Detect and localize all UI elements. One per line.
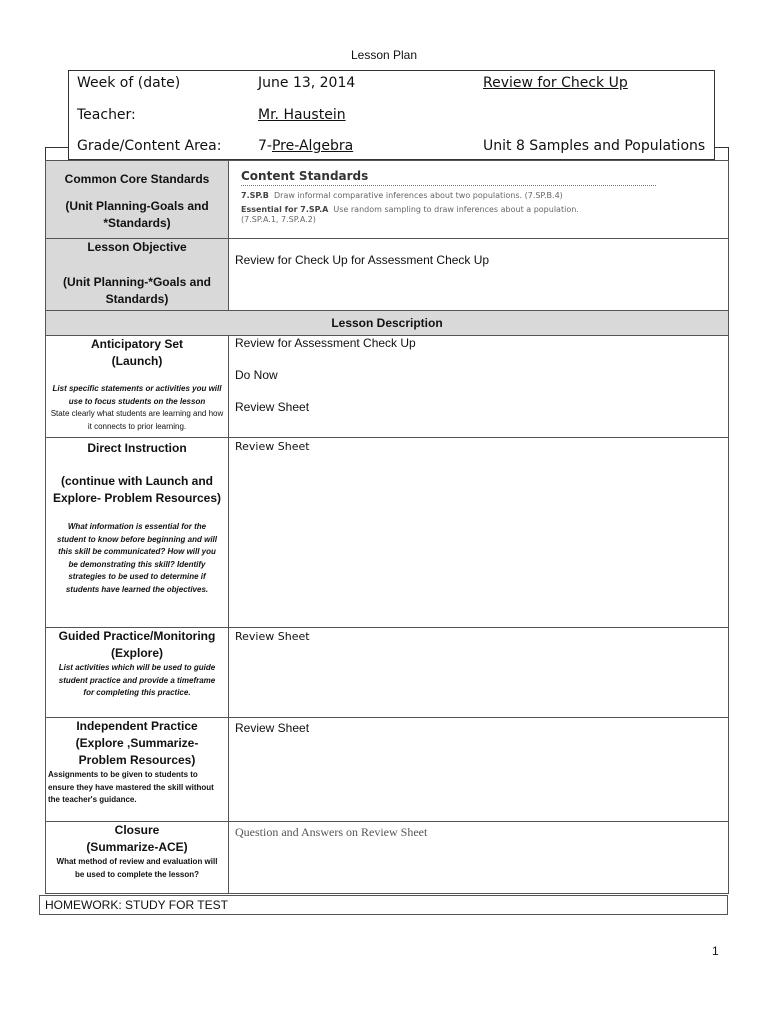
standards-row <box>46 161 729 239</box>
direct-label-cell <box>46 438 229 628</box>
standard-1 <box>241 191 728 201</box>
border-tick-right <box>715 147 729 148</box>
closure-row <box>46 822 729 894</box>
content-standards-title: Content Standards <box>241 169 656 186</box>
unit-value: Unit 8 Samples and Populations <box>483 138 706 154</box>
anticipatory-sublabel: (Launch) <box>111 354 163 368</box>
direct-note: What information is essential for the student to know before beginning and will this skill be communicated? How will you be demonstrating this skill? Identify strategies to be used to determine if students have learned the objectives. <box>57 522 217 594</box>
anticipatory-line-2: Do Now <box>235 368 278 382</box>
grade-prefix: 7- <box>258 138 272 154</box>
teacher-value: Mr. Haustein <box>258 107 346 123</box>
objective-label: Lesson Objective <box>87 240 187 254</box>
independent-value: Review Sheet <box>229 718 729 822</box>
closure-label-cell <box>46 822 229 894</box>
anticipatory-row <box>46 336 729 438</box>
independent-row <box>46 718 729 822</box>
standard-2-text: Use random sampling to draw inferences about a population. <box>333 205 579 214</box>
standards-sublabel: (Unit Planning-Goals and *Standards) <box>65 199 209 230</box>
independent-sublabel: (Explore ,Summarize- Problem Resources) <box>75 736 199 767</box>
topic-link[interactable]: Review for Check Up <box>483 75 628 91</box>
direct-value: Review Sheet <box>229 438 729 628</box>
direct-label: Direct Instruction <box>87 441 187 455</box>
standards-label: Common Core Standards <box>64 172 210 186</box>
standard-1-text: Draw informal comparative inferences about two populations. (7.SP.B.4) <box>274 191 563 200</box>
closure-note: What method of review and evaluation will be used to complete the lesson? <box>56 857 218 879</box>
homework-row: HOMEWORK: STUDY FOR TEST <box>39 895 728 915</box>
guided-value: Review Sheet <box>229 628 729 718</box>
guided-row <box>46 628 729 718</box>
week-value: June 13, 2014 <box>258 75 356 91</box>
standard-2-code: Essential for 7.SP.A <box>241 205 329 214</box>
guided-note: List activities which will be used to guide student practice and provide a timeframe for completing this practice. <box>58 663 216 697</box>
closure-value: Question and Answers on Review Sheet <box>229 822 729 894</box>
document-title: Lesson Plan <box>350 48 418 62</box>
lesson-plan-table <box>45 160 729 894</box>
border-tick-right-vertical <box>728 147 729 161</box>
anticipatory-line-1: Review for Assessment Check Up <box>235 336 416 350</box>
border-tick-left-vertical <box>45 147 46 161</box>
closure-label: Closure <box>114 823 160 837</box>
anticipatory-label: Anticipatory Set <box>90 337 183 351</box>
independent-note: Assignments to be given to students to ensure they have mastered the skill without the teacher's guidance. <box>48 770 214 804</box>
standard-2 <box>241 205 728 215</box>
independent-label: Independent Practice <box>76 719 198 733</box>
guided-sublabel: (Explore) <box>110 646 163 660</box>
direct-sublabel: (continue with Launch and Explore- Problem Resources) <box>52 474 222 505</box>
objective-label-cell <box>46 239 229 311</box>
objective-value: Review for Check Up for Assessment Check Up <box>229 239 729 311</box>
anticipatory-line-3: Review Sheet <box>235 400 310 414</box>
lesson-description-heading: Lesson Description <box>46 311 729 336</box>
anticipatory-note-2: State clearly what students are learning and how it connects to prior learning. <box>50 409 224 431</box>
anticipatory-value-cell <box>229 336 729 438</box>
standards-label-cell <box>46 161 229 239</box>
week-label: Week of (date) <box>77 75 181 91</box>
objective-sublabel: (Unit Planning-*Goals and Standards) <box>62 275 211 306</box>
guided-label: Guided Practice/Monitoring <box>58 629 216 643</box>
teacher-label: Teacher: <box>77 107 136 123</box>
closure-sublabel: (Summarize-ACE) <box>86 840 188 854</box>
description-row <box>46 311 729 336</box>
anticipatory-label-cell <box>46 336 229 438</box>
grade-subject: Pre-Algebra <box>271 138 354 154</box>
objective-row <box>46 239 729 311</box>
header-box <box>68 70 715 160</box>
grade-value <box>258 138 353 154</box>
page-number: 1 <box>712 944 719 958</box>
anticipatory-note: List specific statements or activities you will use to focus students on the lesson <box>52 384 222 406</box>
standard-1-code: 7.SP.B <box>241 191 269 200</box>
border-tick-left <box>45 147 68 148</box>
standard-2-refs: (7.SP.A.1, 7.SP.A.2) <box>241 215 316 224</box>
guided-label-cell <box>46 628 229 718</box>
independent-label-cell <box>46 718 229 822</box>
direct-row <box>46 438 729 628</box>
standards-value-cell <box>229 161 729 239</box>
grade-label: Grade/Content Area: <box>77 138 222 154</box>
